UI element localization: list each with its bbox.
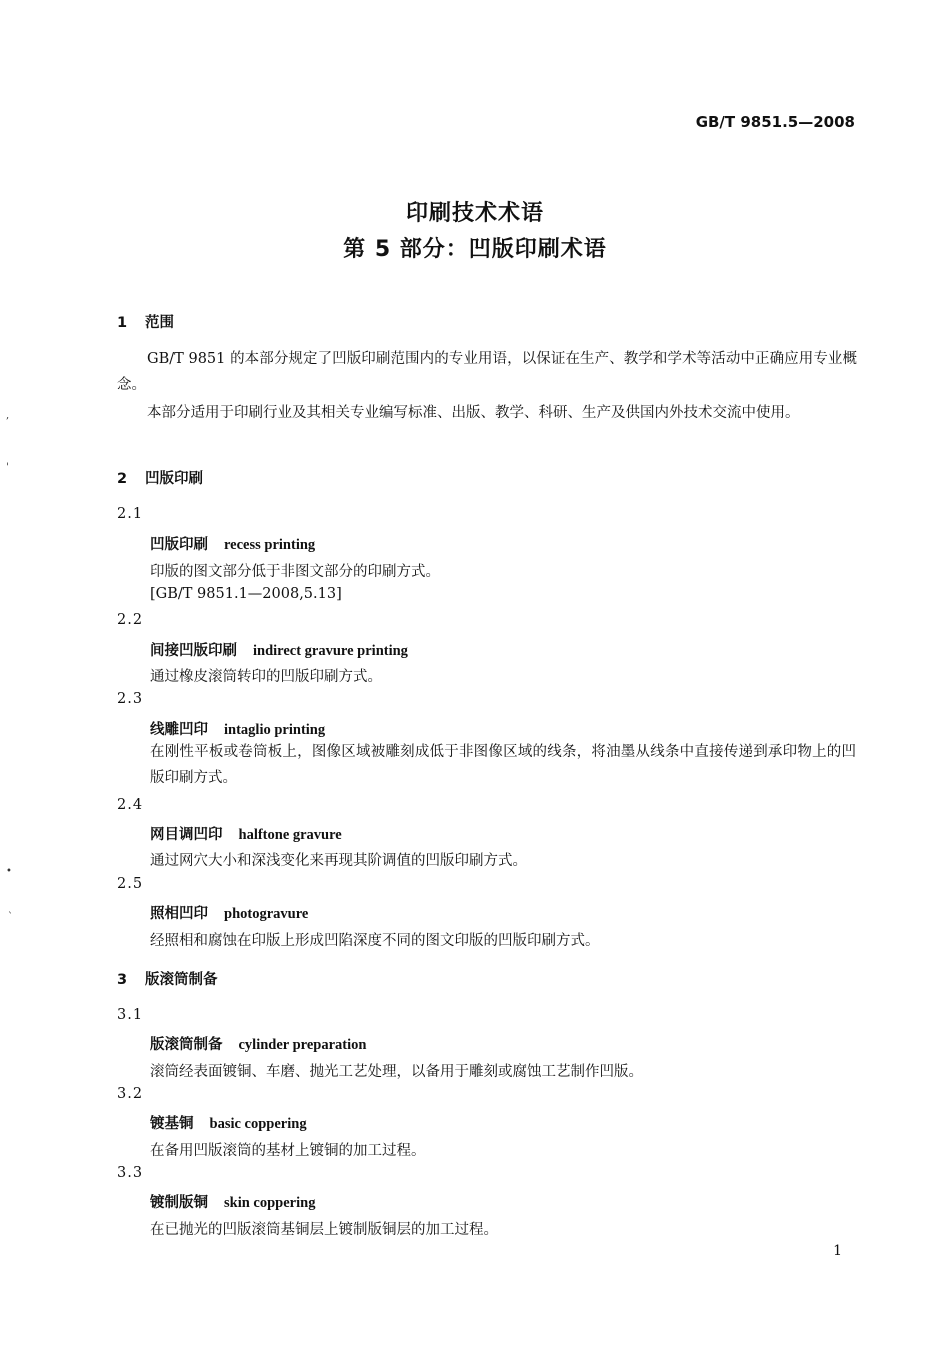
term-entry: [150, 1033, 366, 1054]
section-heading-gravure-printing: [117, 467, 203, 488]
term-definition: 滚筒经表面镀铜、车磨、抛光工艺处理，以备用于雕刻或腐蚀工艺制作凹版。: [150, 1064, 643, 1080]
section-number: 2: [117, 471, 128, 487]
section-heading-scope: [117, 311, 174, 332]
section-title: 版滚筒制备: [145, 972, 218, 988]
term-english: photogravure: [224, 906, 309, 922]
term-number: 2.2: [117, 612, 144, 628]
scope-paragraph-2: [117, 400, 857, 426]
term-chinese: 间接凹版印刷: [150, 643, 237, 659]
section-title: 凹版印刷: [145, 471, 203, 487]
term-entry: [150, 533, 315, 554]
term-entry: [150, 1112, 307, 1133]
term-english: basic coppering: [209, 1116, 307, 1132]
section-title: 范围: [145, 315, 174, 331]
term-chinese: 镀制版铜: [150, 1195, 208, 1211]
term-number: 2.5: [117, 876, 144, 892]
term-entry: [150, 902, 308, 923]
term-definition: 在刚性平板或卷筒板上，图像区域被雕刻成低于非图像区域的线条，将油墨从线条中直接传递到承印物上的凹版印刷方式。: [150, 744, 856, 786]
term-number: 2.3: [117, 691, 144, 707]
term-entry: [150, 823, 342, 844]
term-chinese: 线雕凹印: [150, 722, 208, 738]
paragraph-text: GB/T 9851 的本部分规定了凹版印刷范围内的专业用语，以保证在生产、教学和学术等活动中正确应用专业概念。: [117, 351, 857, 393]
scan-mark: ': [6, 462, 9, 473]
term-number: 3.2: [117, 1086, 144, 1102]
term-definition: 通过网穴大小和深浅变化来再现其阶调值的凹版印刷方式。: [150, 853, 527, 869]
term-english: intaglio printing: [224, 722, 326, 738]
term-entry: [150, 639, 408, 660]
term-chinese: 镀基铜: [150, 1116, 194, 1132]
term-entry: [150, 718, 325, 739]
scan-mark: `: [8, 912, 13, 923]
term-chinese: 凹版印刷: [150, 537, 208, 553]
page-number: 1: [833, 1243, 842, 1259]
term-chinese: 版滚筒制备: [150, 1037, 223, 1053]
term-english: skin coppering: [224, 1195, 316, 1211]
term-number: 3.1: [117, 1007, 144, 1023]
term-chinese: 照相凹印: [150, 906, 208, 922]
document-subtitle: 第 5 部分：凹版印刷术语: [343, 237, 607, 262]
scan-mark: •: [6, 866, 12, 877]
term-chinese: 网目调凹印: [150, 827, 223, 843]
document-title: 印刷技术术语: [405, 201, 544, 226]
scan-mark: ,: [6, 410, 10, 421]
term-english: cylinder preparation: [238, 1037, 367, 1053]
term-reference: [GB/T 9851.1—2008,5.13]: [150, 586, 342, 602]
section-heading-cylinder-preparation: [117, 968, 218, 989]
section-number: 1: [117, 315, 128, 331]
term-english: recess printing: [224, 537, 316, 553]
section-number: 3: [117, 972, 128, 988]
paragraph-text: 本部分适用于印刷行业及其相关专业编写标准、出版、教学、科研、生产及供国内外技术交流中使用。: [147, 405, 800, 421]
term-english: indirect gravure printing: [253, 643, 408, 659]
term-english: halftone gravure: [238, 827, 342, 843]
term-definition: 印版的图文部分低于非图文部分的印刷方式。: [150, 564, 440, 580]
scope-paragraph-1: [117, 346, 857, 398]
term-entry: [150, 1191, 315, 1212]
term-definition: 在备用凹版滚筒的基材上镀铜的加工过程。: [150, 1143, 426, 1159]
standard-code: GB/T 9851.5—2008: [695, 113, 855, 131]
term-definition: 经照相和腐蚀在印版上形成凹陷深度不同的图文印版的凹版印刷方式。: [150, 933, 600, 949]
term-definition: 在已抛光的凹版滚筒基铜层上镀制版铜层的加工过程。: [150, 1222, 498, 1238]
term-definition: 通过橡皮滚筒转印的凹版印刷方式。: [150, 669, 382, 685]
term-number: 3.3: [117, 1165, 144, 1181]
term-number: 2.4: [117, 797, 144, 813]
term-number: 2.1: [117, 506, 144, 522]
